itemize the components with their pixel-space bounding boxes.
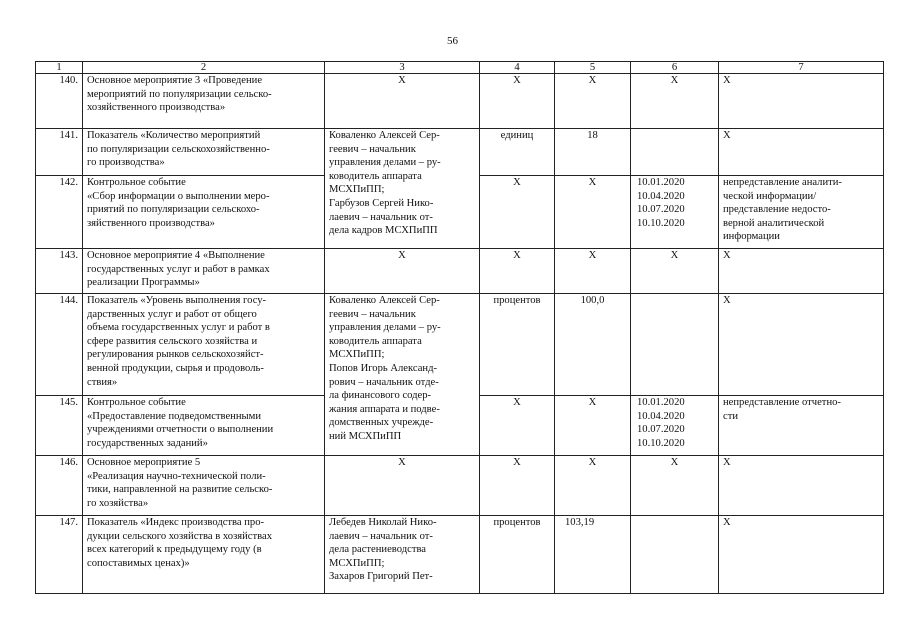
row-name: Показатель «Индекс производства про- дукции сельского хозяйства в хозяйствах всех категорий к предыдущему году (в сопоставимых ценах)» [83, 516, 325, 594]
row-date: X [631, 249, 719, 294]
row-responsible: X [325, 249, 480, 294]
row-name: Контрольное событие «Сбор информации о выполнении меро- приятий по популяризации сельскохо- зяйственного производства» [83, 176, 325, 249]
row-value: X [555, 456, 631, 516]
row-number: 144. [36, 294, 83, 396]
row-responsible: X [325, 74, 480, 129]
row-value: X [555, 396, 631, 456]
header-col-3: 3 [325, 62, 480, 74]
header-col-1: 1 [36, 62, 83, 74]
row-unit: X [480, 249, 555, 294]
row-note: X [719, 74, 884, 129]
row-note: непредставление отчетно- сти [719, 396, 884, 456]
row-unit: X [480, 74, 555, 129]
measures-table [35, 61, 884, 594]
row-responsible: X [325, 456, 480, 516]
row-number: 140. [36, 74, 83, 129]
row-value: X [555, 176, 631, 249]
row-number: 142. [36, 176, 83, 249]
row-number: 146. [36, 456, 83, 516]
row-note: X [719, 516, 884, 594]
header-col-2: 2 [83, 62, 325, 74]
row-note: X [719, 249, 884, 294]
row-number: 141. [36, 129, 83, 176]
row-note: X [719, 294, 884, 396]
row-unit: X [480, 456, 555, 516]
row-note: непредставление аналити- ческой информации/ представление недосто- верной аналитической информации [719, 176, 884, 249]
row-date: X [631, 456, 719, 516]
row-name: Показатель «Уровень выполнения госу- дарственных услуг и работ от общего объема государственных услуг и работ в сфере развития сельского хозяйства и регулирования рынков сельскохозяйст- венной продукции, сырья и продоволь- ствия» [83, 294, 325, 396]
header-col-5: 5 [555, 62, 631, 74]
row-name: Основное мероприятие 4 «Выполнение государственных услуг и работ в рамках реализации Программы» [83, 249, 325, 294]
row-number: 143. [36, 249, 83, 294]
table-row [36, 249, 884, 294]
row-date: X [631, 74, 719, 129]
row-unit: единиц [480, 129, 555, 176]
row-value: 103,19 [555, 516, 631, 594]
row-unit: X [480, 176, 555, 249]
row-value: X [555, 74, 631, 129]
row-date [631, 294, 719, 396]
row-value: 18 [555, 129, 631, 176]
header-col-4: 4 [480, 62, 555, 74]
row-unit: процентов [480, 516, 555, 594]
row-responsible: Лебедев Николай Нико- лаевич – начальник от- дела растениеводства МСХПиПП; Захаров Григорий Пет- [325, 516, 480, 594]
row-number: 145. [36, 396, 83, 456]
row-date [631, 129, 719, 176]
row-name: Показатель «Количество мероприятий по популяризации сельскохозяйственно- го производства» [83, 129, 325, 176]
table-row [36, 516, 884, 594]
row-unit: процентов [480, 294, 555, 396]
row-responsible: Коваленко Алексей Сер- геевич – начальник управления делами – ру- ководитель аппарата МСХПиПП; Попов Игорь Александ- рович – начальник отде- ла финансового содер- жания аппарата и подве- домственных учрежде- ний МСХПиПП [325, 294, 480, 456]
header-col-6: 6 [631, 62, 719, 74]
row-name: Контрольное событие «Предоставление подведомственными учреждениями отчетности о выполнении государственных заданий» [83, 396, 325, 456]
row-note: X [719, 456, 884, 516]
row-name: Основное мероприятие 5 «Реализация научно-технической поли- тики, направленной на развитие сельско- го хозяйства» [83, 456, 325, 516]
row-date: 10.01.2020 10.04.2020 10.07.2020 10.10.2020 [631, 176, 719, 249]
row-date: 10.01.2020 10.04.2020 10.07.2020 10.10.2020 [631, 396, 719, 456]
header-col-7: 7 [719, 62, 884, 74]
row-value: X [555, 249, 631, 294]
header-row [36, 62, 884, 74]
table-row [36, 74, 884, 129]
row-date [631, 516, 719, 594]
table-row [36, 456, 884, 516]
row-responsible: Коваленко Алексей Сер- геевич – начальник управления делами – ру- ководитель аппарата МСХПиПП; Гарбузов Сергей Нико- лаевич – начальник от- дела кадров МСХПиПП [325, 129, 480, 249]
table-row [36, 294, 884, 396]
page-number: 56 [447, 35, 458, 47]
table-row [36, 129, 884, 176]
row-note: X [719, 129, 884, 176]
row-name: Основное мероприятие 3 «Проведение мероприятий по популяризации сельско- хозяйственного производства» [83, 74, 325, 129]
row-unit: X [480, 396, 555, 456]
row-value: 100,0 [555, 294, 631, 396]
row-number: 147. [36, 516, 83, 594]
